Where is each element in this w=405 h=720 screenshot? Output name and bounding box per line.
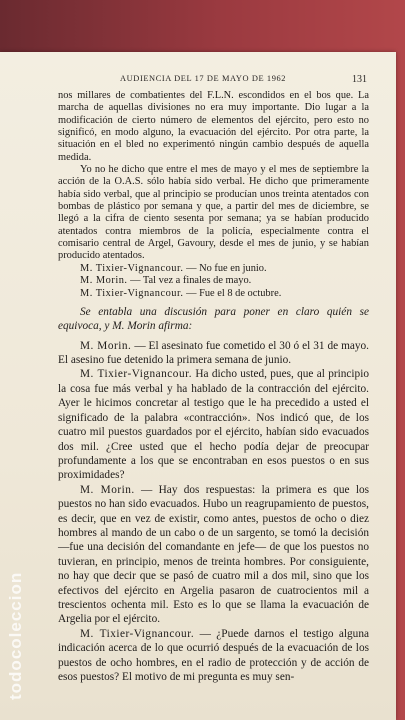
dialogue-text: Ha dicho usted, pues, que al principio la cosa fue más verbal y ha hablado de la contracción del ejército. Ayer le hicimos concretar al testigo que le ha precedido a usted el significado de la palabra «contracción». Nos indicó que, de los cuatro mil puestos guardados por el ejército, habían sido evacuados dos mil. ¿Cree usted que el hecho podía dejar de preocupar profundamente a los que se encontraban en esos puestos o en sus proximidades?: [58, 368, 369, 482]
page-body: [58, 90, 369, 684]
stage-direction: Se entabla una discusión para poner en claro quién se equivoca, y M. Morin afirma:: [58, 305, 369, 333]
paragraph-text: Yo no he dicho que entre el mes de mayo y el mes de septiembre la acción de la O.A.S. sólo había sido verbal. He dicho que primeramente había sido verbal, que al principio se producían unos treinta atentados con bombas de plástico por semana y que, a partir del mes de diciembre, se llegó a la cifra de ciento sesenta por semana; ya se habían producido atentados contra miembros de la policía, especialmente contra el comisario central de Argel, Gavoury, desde el mes de junio, y se habían producido atentados.: [58, 164, 369, 262]
dialogue-line: [58, 627, 369, 685]
dialogue-line: [58, 367, 369, 482]
speaker-name: M. Tixier-Vignancour.: [80, 262, 184, 274]
dialogue-line: [58, 483, 369, 627]
dialogue-line: [58, 288, 369, 300]
speaker-name: M. Tixier-Vignancour.: [80, 287, 184, 299]
dialogue-text: — Tal vez a finales de mayo.: [127, 275, 252, 287]
dialogue-text: — Fue el 8 de octubre.: [183, 287, 282, 299]
dialogue-line: [58, 263, 369, 275]
dialogue-line: [58, 339, 369, 368]
dialogue-text: — Hay dos respuestas: la primera es que los puestos no han sido evacuados. Hubo un reagrupamiento de puestos, es decir, que en vez de existir, como antes, puestos de ocho o diez hombres al mando de un cabo o de un sargento, se tomó la decisión —fue una decisión del comandante en jefe— de que los puestos no tuvieran, en principio, menos de treinta hombres. Por consiguiente, no hay que decir que se pasó de cuatro mil a dos mil, sino que los efectivos del ejército en Argelia pasaron de cuatrocientos mil a trescientos ochenta mil. Esto es lo que se llama la evacuación de Argelia por el ejército.: [58, 483, 370, 626]
speaker-name: M. Morin.: [80, 275, 128, 287]
paragraph: [58, 90, 369, 164]
page-number: 131: [352, 74, 367, 85]
paragraph-text: nos millares de combatientes del F.L.N. escondidos en el bos que. La marcha de aquellas divisiones no era muy importante. Dio lugar a la modificación de cierto número de elementos del ejército, pero esto no significó, en modo alguno, la evacuación del ejército. Por otra parte, la situación en el bled no experimentó ningún cambio después de aquella medida.: [58, 90, 369, 163]
speaker-name: M. Morin.: [80, 483, 135, 496]
page-header: [72, 74, 379, 88]
running-head: AUDIENCIA DEL 17 DE MAYO DE 1962: [120, 74, 287, 83]
dialogue-section: [58, 339, 369, 685]
dialogue-text: — ¿Puede darnos el testigo alguna indicación acerca de lo que ocurrió después de la evacuación de los puestos de ocho hombres, en el radio de protección y de acción de esos puestos? El motivo de mi pregunta es muy sen-: [58, 627, 369, 683]
dialogue-text: — El asesinato fue cometido el 30 ó el 31 de mayo. El asesino fue detenido la primera semana de junio.: [58, 339, 369, 367]
dialogue-line: [58, 275, 369, 287]
watermark-logo: todocoleccion: [6, 571, 25, 700]
dialogue-text: — No fue en junio.: [183, 262, 267, 274]
speaker-name: M. Tixier-Vignancour.: [80, 368, 193, 381]
paragraph: [58, 164, 369, 263]
speaker-name: M. Morin.: [80, 339, 132, 352]
speaker-name: M. Tixier-Vignancour.: [80, 627, 195, 640]
